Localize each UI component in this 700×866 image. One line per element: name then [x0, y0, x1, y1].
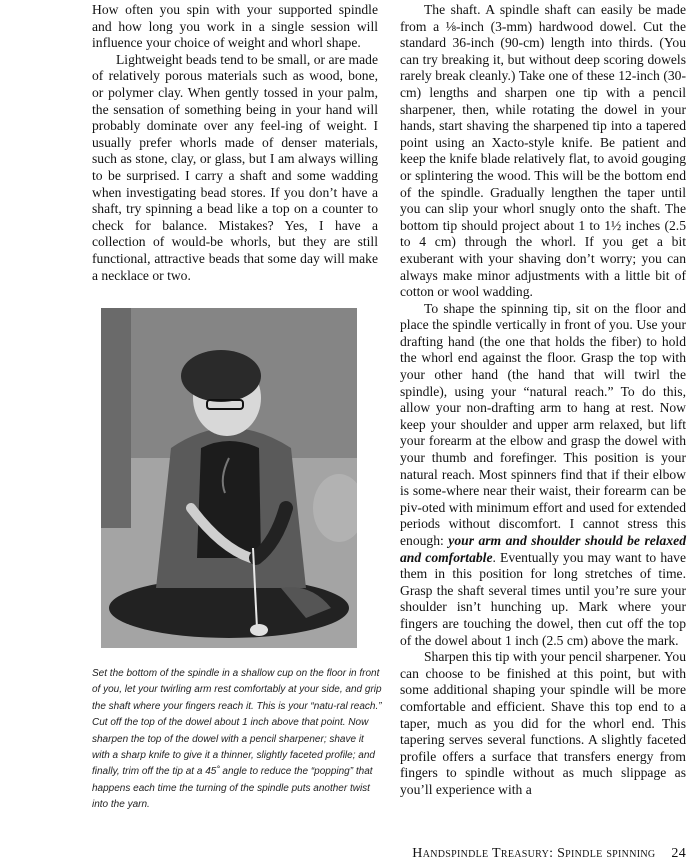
page-number: 24 [671, 846, 686, 861]
spinner-photo [101, 308, 357, 648]
right-column [400, 2, 686, 799]
right-paragraph-2-end: . Eventually you may want to have them in this position for long stretches of time. Grasp the shaft several times until you’re sure your shoulder isn’t hunching up. Mark where your fingers are touching the dowel, then cut off the top of the dowel about 1 inch (2.5 cm) above the mark. [400, 549, 686, 648]
left-column [92, 2, 378, 284]
right-paragraph-2-start: To shape the spinning tip, sit on the floor and place the spindle vertically in front of you. Use your drafting hand (the one that holds the fiber) to hold the whorl end against the floor. Grasp the top with your other hand (the hand that will twirl the spindle), using your “natural reach.” To do this, allow your non-drafting arm to hang at rest. Now keep your shoulder and upper arm relaxed, but lift your forearm at the elbow and grasp the dowel with your thumb and forefinger. This position is your natural reach. Most spinners find that if their elbow is some-where near their waist, their forearm can be piv-oted with minimum effort and used for extended periods without discomfort. I cannot stress this enough: [400, 300, 686, 548]
left-paragraph-2: Lightweight beads tend to be small, or are made of relatively porous materials such as wood, bone, or polymer clay. When gently tossed in your palm, the sensation of something being in your hand will probably dominate over any feel-ing of weight. I usually prefer whorls made of denser materials, such as stone, clay, or glass, but I am always willing to be surprised. I carry a shaft and some wadding when investigating bead stores. If you don’t have a shaft, try spinning a bead like a top on a counter to check for balance. Mistakes? Yes, I have a collection of would-be whorls, but they are still functional, attractive beads that some day will make a necklace or two. [92, 51, 378, 283]
page-footer [412, 846, 686, 862]
left-paragraph-1: How often you spin with your supported spindle and how long you work in a single session will influence your choice of weight and whorl shape. [92, 2, 378, 51]
emphasis-text: your arm and shoulder should be relaxed and comfortable [400, 533, 686, 565]
running-title: Handspindle Treasury: Spindle spinning [412, 846, 656, 861]
photo-caption: Set the bottom of the spindle in a shallow cup on the floor in front of you, let your twirling arm rest comfortably at your side, and grip the shaft where your fingers reach it. This is your “natu-ral reach.” Cut off the top of the dowel about 1 inch above that point. Now sharpen the top of the dowel with a pencil sharpener; shave it with a sharp knife to give it a thinner, slightly faceted profile; and finally, trim off the tip at a 45˚ angle to reduce the “popping” that happens each time the turning of the spindle puts another twist into the yarn. [92, 668, 382, 811]
right-paragraph-3: Sharpen this tip with your pencil sharpener. You can choose to be finished at this point, but with some additional shaping your spindle will be more comfortable and efficient. Shave this top end to a taper, much as you did for the whorl end. This tapering serves several functions. A slightly faceted profile offers a surface that transfers energy from fingers to spindle without as much slippage as you’ll experience with a [400, 649, 686, 797]
right-paragraph-1: The shaft. A spindle shaft can easily be made from a ⅛-inch (3-mm) hardwood dowel. Cut the standard 36-inch (90-cm) length into thirds. (You can try breaking it, but without deep scoring dowels rarely break cleanly.) Take one of these 12-inch (30-cm) lengths and sharpen one tip with a pencil sharpener, then, while rotating the dowel in your hands, start shaving the sharpened tip into a tapered point using an Xacto-style knife. Be patient and keep the knife blade relatively flat, to avoid gouging or splintering the wood. This will be the bottom end of the spindle. Gradually lengthen the taper until you can slip your whorl snugly onto the shaft. The bottom tip should project about 1 to 1½ inches (2.5 to 4 cm) through the whorl. If you get a bit exuberant with your shaving don’t worry; you can always make minor adjustments with a little bit of cotton or wool wadding. [400, 2, 686, 300]
spinner-photo-illustration [101, 308, 357, 648]
right-paragraph-2 [400, 301, 686, 649]
